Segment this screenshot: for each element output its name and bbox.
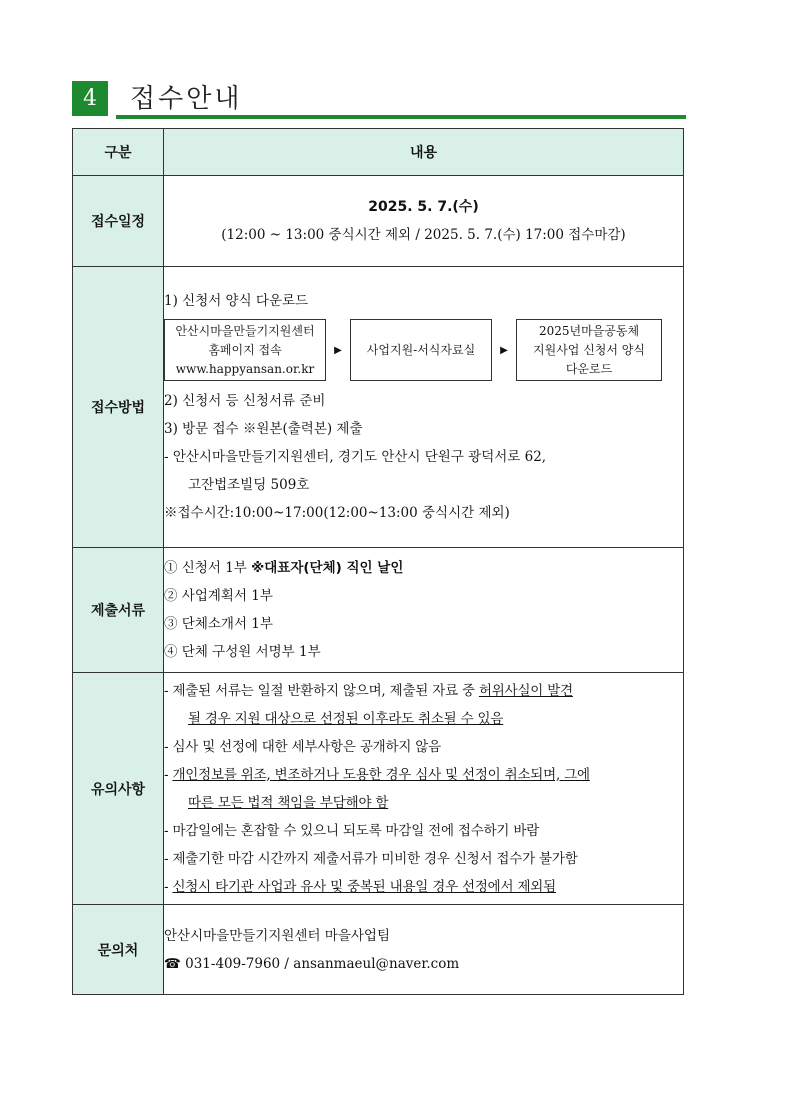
- notes-row: [73, 673, 684, 905]
- schedule-note: (12:00 ~ 13:00 중식시간 제외 / 2025. 5. 7.(수) 17:00 접수마감): [221, 227, 626, 243]
- note-6: [164, 873, 683, 901]
- schedule-label: 접수일정: [73, 176, 164, 267]
- flow-step-archive: [350, 319, 492, 381]
- contact-content: [164, 905, 684, 995]
- note-3-dash: -: [164, 766, 173, 783]
- note-5: - 제출기한 마감 시간까지 제출서류가 미비한 경우 신청서 접수가 불가함: [164, 850, 578, 867]
- table-header-row: [73, 129, 684, 176]
- method-step-3: 3) 방문 접수 ※원본(출력본) 제출: [164, 421, 363, 437]
- header-content: 내용: [164, 129, 684, 176]
- note-3-continued-text: 따른 모든 법적 책임을 부담해야 함: [188, 794, 389, 811]
- document-item-1: [164, 554, 683, 582]
- note-1-continued: [164, 705, 683, 733]
- note-1: [164, 677, 683, 705]
- flow-step-download-line1: 2025년마을공동체: [538, 323, 640, 338]
- contact-org: 안산시마을만들기지원센터 마을사업팀: [164, 927, 390, 944]
- documents-label: 제출서류: [73, 548, 164, 673]
- note-3-text: 개인정보를 위조, 변조하거나 도용한 경우 심사 및 선정이 취소되며, 그에: [172, 766, 590, 783]
- method-address-line1: - 안산시마을만들기지원센터, 경기도 안산시 단원구 광덕서로 62,: [164, 449, 547, 465]
- method-label: 접수방법: [73, 267, 164, 548]
- section-title-underline: [116, 115, 686, 119]
- flow-step-homepage-line1: 안산시마을만들기지원센터: [175, 323, 315, 338]
- section-number: 4: [72, 81, 108, 116]
- method-content: [164, 267, 684, 548]
- note-6-text: 신청시 타기관 사업과 유사 및 중복된 내용일 경우 선정에서 제외됨: [172, 878, 556, 895]
- method-address-line2: 고잔법조빌딩 509호: [188, 477, 310, 493]
- note-1-text: - 제출된 서류는 일절 반환하지 않으며, 제출된 자료 중: [164, 682, 479, 699]
- reception-info-table: [72, 128, 684, 995]
- note-1-continued-text: 될 경우 지원 대상으로 선정된 이후라도 취소될 수 있음: [188, 710, 504, 727]
- download-flow: [164, 319, 683, 381]
- flow-step-download-line3: 다운로드: [565, 361, 613, 376]
- schedule-date: 2025. 5. 7.(수): [368, 199, 479, 215]
- flow-step-homepage-url: www.happyansan.or.kr: [175, 361, 315, 376]
- note-2: - 심사 및 선정에 대한 세부사항은 공개하지 않음: [164, 738, 441, 755]
- document-item-2: ② 사업계획서 1부: [164, 588, 273, 604]
- note-4: - 마감일에는 혼잡할 수 있으니 되도록 마감일 전에 접수하기 바람: [164, 822, 540, 839]
- contact-row: [73, 905, 684, 995]
- header-category: 구분: [73, 129, 164, 176]
- section-title: 접수안내: [130, 84, 243, 114]
- method-row: [73, 267, 684, 548]
- note-1-underline: 허위사실이 발견: [478, 682, 573, 699]
- method-step-2: 2) 신청서 등 신청서류 준비: [164, 393, 326, 409]
- telephone-icon: ☎: [164, 955, 181, 972]
- schedule-row: [73, 176, 684, 267]
- flow-step-download: [516, 319, 662, 381]
- contact-label: 문의처: [73, 905, 164, 995]
- arrow-right-icon: ▶: [334, 344, 342, 356]
- note-6-dash: -: [164, 878, 173, 895]
- schedule-content: [164, 176, 684, 267]
- flow-step-download-line2: 지원사업 신청서 양식: [533, 342, 645, 357]
- notes-content: [164, 673, 684, 905]
- arrow-right-icon: ▶: [500, 344, 508, 356]
- note-3-continued: [164, 789, 683, 817]
- flow-step-homepage-line2: 홈페이지 접속: [208, 342, 282, 357]
- note-3: [164, 761, 683, 789]
- flow-step-homepage: [164, 319, 326, 381]
- method-hours: ※접수시간:10:00~17:00(12:00~13:00 중식시간 제외): [164, 505, 510, 521]
- flow-step-archive-label: 사업지원-서식자료실: [366, 342, 476, 357]
- documents-row: [73, 548, 684, 673]
- document-item-3: ③ 단체소개서 1부: [164, 616, 273, 632]
- document-item-4: ④ 단체 구성원 서명부 1부: [164, 644, 321, 660]
- documents-content: [164, 548, 684, 673]
- seal-required-note: ※대표자(단체) 직인 날인: [251, 560, 404, 576]
- document-item-1-text: ① 신청서 1부: [164, 560, 247, 576]
- contact-phone-line: [164, 950, 683, 978]
- method-step-1: 1) 신청서 양식 다운로드: [164, 293, 309, 309]
- notes-label: 유의사항: [73, 673, 164, 905]
- contact-phone-email: 031-409-7960 / ansanmaeul@naver.com: [185, 955, 460, 972]
